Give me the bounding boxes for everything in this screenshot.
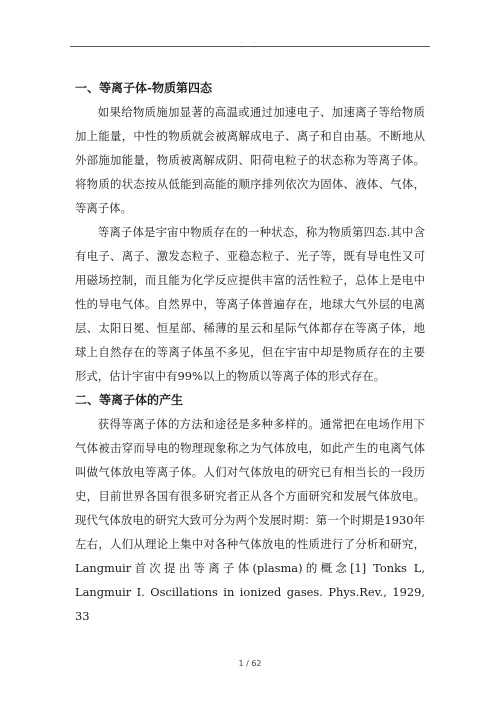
header-mark: . . <box>241 38 259 45</box>
header-rule <box>70 46 430 47</box>
section-heading-1: 一、等离子体-物质第四态 <box>75 81 212 95</box>
section-heading-2: 二、等离子体的产生 <box>75 393 184 407</box>
document-body <box>75 76 425 628</box>
page-number: 1 / 62 <box>238 659 262 668</box>
paragraph-2: 等离子体是宇宙中物质存在的一种状态，称为物质第四态.其中含有电子、离子、激发态粒子、亚稳态粒子、光子等，既有导电性又可用磁场控制，而且能为化学反应提供丰富的活性粒子，总体上是电中性的导电气体。自然界中，等离子体普遍存在，地球大气外层的电离层、太阳日冕、恒星部、稀薄的星云和星际气体都存在等离子体，地球上自然存在的等离子体虽不多见，但在宇宙中却是物质存在的主要形式，估计宇宙中有99%以上的物质以等离子体的形式存在。 <box>75 225 425 383</box>
paragraph-1: 如果给物质施加显著的高温或通过加速电子、加速离子等给物质加上能量，中性的物质就会被离解成电子、离子和自由基。不断地从外部施加能量，物质被离解成阴、阳荷电粒子的状态称为等离子体。将物质的状态按从低能到高能的顺序排列依次为固体、液体、气体，等离子体。 <box>75 105 425 215</box>
paragraph-3: 获得等离子体的方法和途径是多种多样的。通常把在电场作用下气体被击穿而导电的物理现象称之为气体放电，如此产生的电离气体叫做气体放电等离子体。人们对气体放电的研究已有相当长的一段历史，目前世界各国有很多研究者正从各个方面研究和发展气体放电。现代气体放电的研究大致可分为两个发展时期：第一个时期是1930年左右，人们从理论上集中对各种气体放电的性质进行了分析和研究，Langmuir首次提出等离子体(plasma)的概念[1] Tonks L, Langmuir I. Oscillations in ionized gases. Phys.Rev., 1929, 33 <box>75 417 425 623</box>
